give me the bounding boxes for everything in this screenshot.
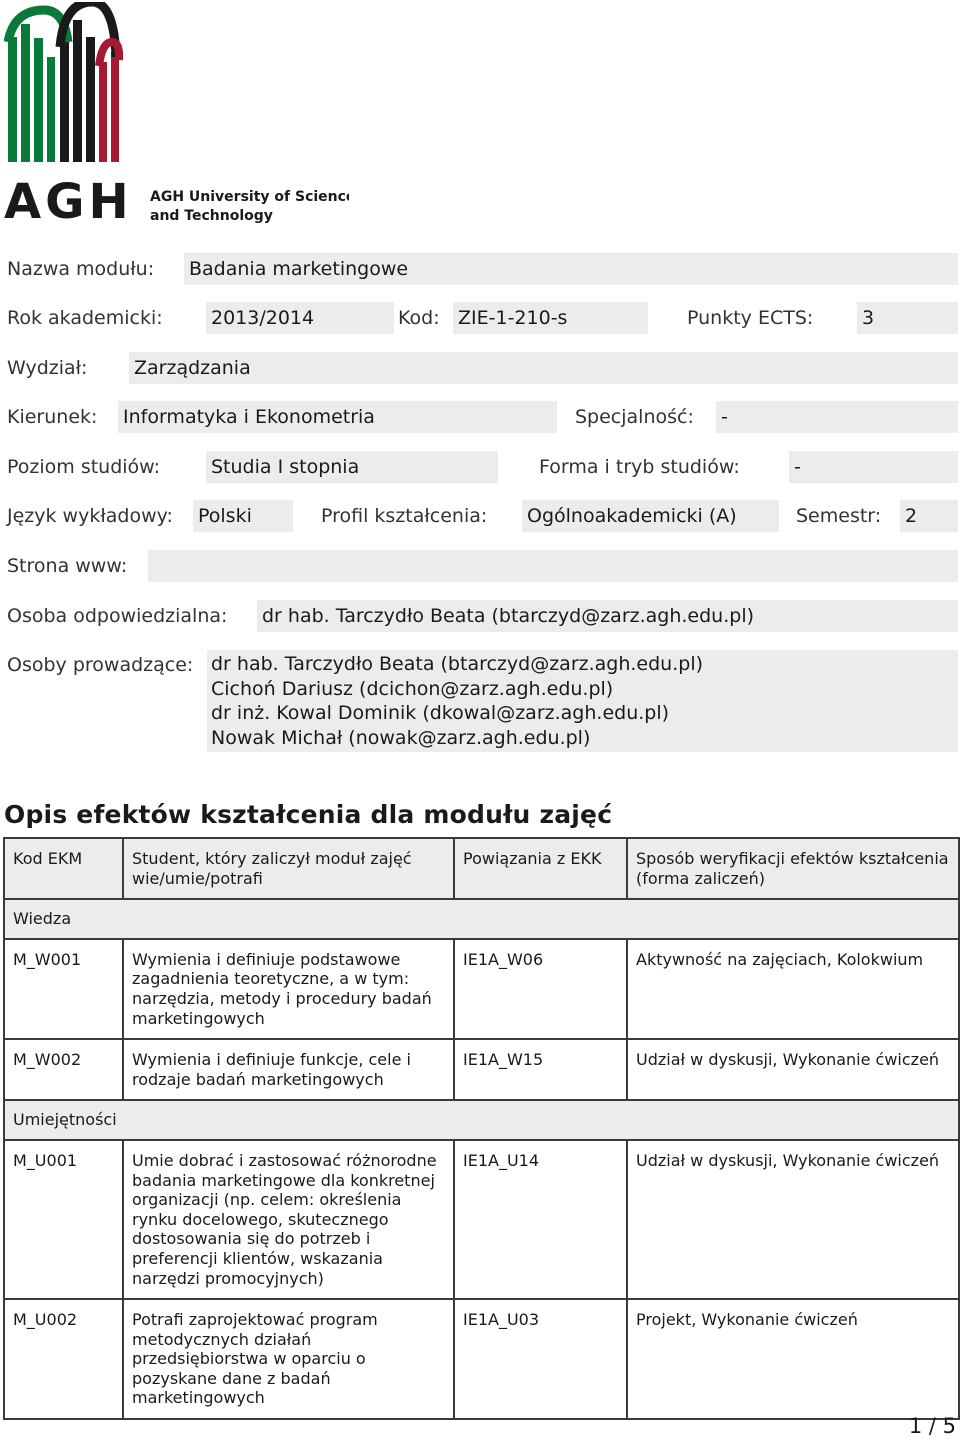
row-level [0, 451, 960, 485]
agh-logo [4, 2, 349, 224]
responsible-label: Osoba odpowiedzialna: [7, 605, 228, 627]
table-cell-link: IE1A_U14 [454, 1140, 627, 1299]
faculty-label: Wydział: [7, 357, 88, 379]
table-cell-description: Wymienia i definiuje podstawowe zagadnienia teoretyczne, a w tym: narzędzia, metody i procedury badań marketingowych [123, 939, 454, 1039]
table-header-cell: Powiązania z EKK [454, 838, 627, 899]
semester-value: 2 [900, 500, 958, 532]
table-cell-code: M_W001 [4, 939, 123, 1039]
ects-value: 3 [857, 302, 958, 334]
table-cell-link: IE1A_W15 [454, 1039, 627, 1100]
teacher-item: Cichoń Dariusz (dcichon@zarz.agh.edu.pl) [211, 677, 614, 700]
row-language [0, 500, 960, 534]
table-row [4, 939, 959, 1039]
semester-label: Semestr: [796, 505, 882, 527]
table-cell-verification: Udział w dyskusji, Wykonanie ćwiczeń [627, 1140, 959, 1299]
teacher-item: dr inż. Kowal Dominik (dkowal@zarz.agh.edu.pl) [211, 702, 670, 724]
table-header-cell: Sposób weryfikacji efektów kształcenia (forma zaliczeń) [627, 838, 959, 899]
row-module-name [0, 253, 960, 287]
www-label: Strona www: [7, 555, 128, 577]
section-title: Opis efektów kształcenia dla modułu zajęć [4, 800, 613, 829]
table-cell-verification: Aktywność na zajęciach, Kolokwium [627, 939, 959, 1039]
teachers-list [207, 650, 958, 752]
table-row [4, 1140, 959, 1299]
table-cell-link: IE1A_U03 [454, 1299, 627, 1419]
teacher-item: dr hab. Tarczydło Beata (btarczyd@zarz.agh.edu.pl) [211, 653, 704, 675]
field-label: Kierunek: [7, 406, 98, 428]
profile-value: Ogólnoakademicki (A) [522, 500, 779, 532]
row-academic-year [0, 302, 960, 336]
table-cell-code: M_U002 [4, 1299, 123, 1419]
logo-agh-text: AGH [4, 174, 133, 224]
table-cell-verification: Udział w dyskusji, Wykonanie ćwiczeń [627, 1039, 959, 1100]
module-name-label: Nazwa modułu: [7, 258, 155, 280]
academic-year-value: 2013/2014 [206, 302, 394, 334]
language-label: Język wykładowy: [7, 505, 173, 527]
learning-outcomes-table [3, 837, 960, 1420]
section-title-knowledge: Wiedza [4, 899, 959, 939]
table-cell-description: Umie dobrać i zastosować różnorodne badania marketingowe dla konkretnej organizacji (np. celem: określenia rynku docelowego, skutecznego dostosowania się do potrzeb i preferencji klientów, wskazania narzędzi promocyjnych) [123, 1140, 454, 1299]
faculty-value: Zarządzania [129, 352, 958, 384]
ects-label: Punkty ECTS: [687, 307, 814, 329]
code-value: ZIE-1-210-s [453, 302, 648, 334]
page-number: 1 / 5 [908, 1414, 956, 1438]
table-header-row [4, 838, 959, 899]
field-value: Informatyka i Ekonometria [118, 401, 557, 433]
specialty-value: - [716, 401, 958, 433]
www-value [148, 550, 958, 582]
table-cell-verification: Projekt, Wykonanie ćwiczeń [627, 1299, 959, 1419]
table-cell-code: M_U001 [4, 1140, 123, 1299]
mode-label: Forma i tryb studiów: [539, 456, 740, 478]
logo-university-line1: AGH University of Science [150, 189, 349, 205]
mode-value: - [789, 451, 958, 483]
teachers-label: Osoby prowadzące: [7, 654, 194, 676]
table-section-row [4, 899, 959, 939]
table-header-cell: Student, który zaliczył moduł zajęć wie/umie/potrafi [123, 838, 454, 899]
row-field [0, 401, 960, 435]
section-title-skills: Umiejętności [4, 1100, 959, 1140]
logo-university-line2: and Technology [150, 208, 273, 224]
table-cell-link: IE1A_W06 [454, 939, 627, 1039]
profile-label: Profil kształcenia: [321, 505, 488, 527]
level-value: Studia I stopnia [206, 451, 498, 483]
table-row [4, 1299, 959, 1419]
row-faculty [0, 352, 960, 386]
level-label: Poziom studiów: [7, 456, 161, 478]
language-value: Polski [193, 500, 293, 532]
table-header-cell: Kod EKM [4, 838, 123, 899]
table-cell-code: M_W002 [4, 1039, 123, 1100]
table-section-row [4, 1100, 959, 1140]
table-cell-description: Potrafi zaprojektować program metodycznych działań przedsiębiorstwa w oparciu o pozyskane dane z badań marketingowych [123, 1299, 454, 1419]
code-label: Kod: [398, 307, 440, 329]
specialty-label: Specjalność: [575, 406, 694, 428]
agh-logo-icon [4, 2, 349, 224]
row-www [0, 550, 960, 584]
row-responsible [0, 600, 960, 634]
academic-year-label: Rok akademicki: [7, 307, 163, 329]
table-cell-description: Wymienia i definiuje funkcje, cele i rodzaje badań marketingowych [123, 1039, 454, 1100]
table-row [4, 1039, 959, 1100]
teacher-item: Nowak Michał (nowak@zarz.agh.edu.pl) [211, 726, 591, 749]
module-name-value: Badania marketingowe [184, 253, 958, 285]
responsible-value: dr hab. Tarczydło Beata (btarczyd@zarz.agh.edu.pl) [257, 600, 958, 632]
